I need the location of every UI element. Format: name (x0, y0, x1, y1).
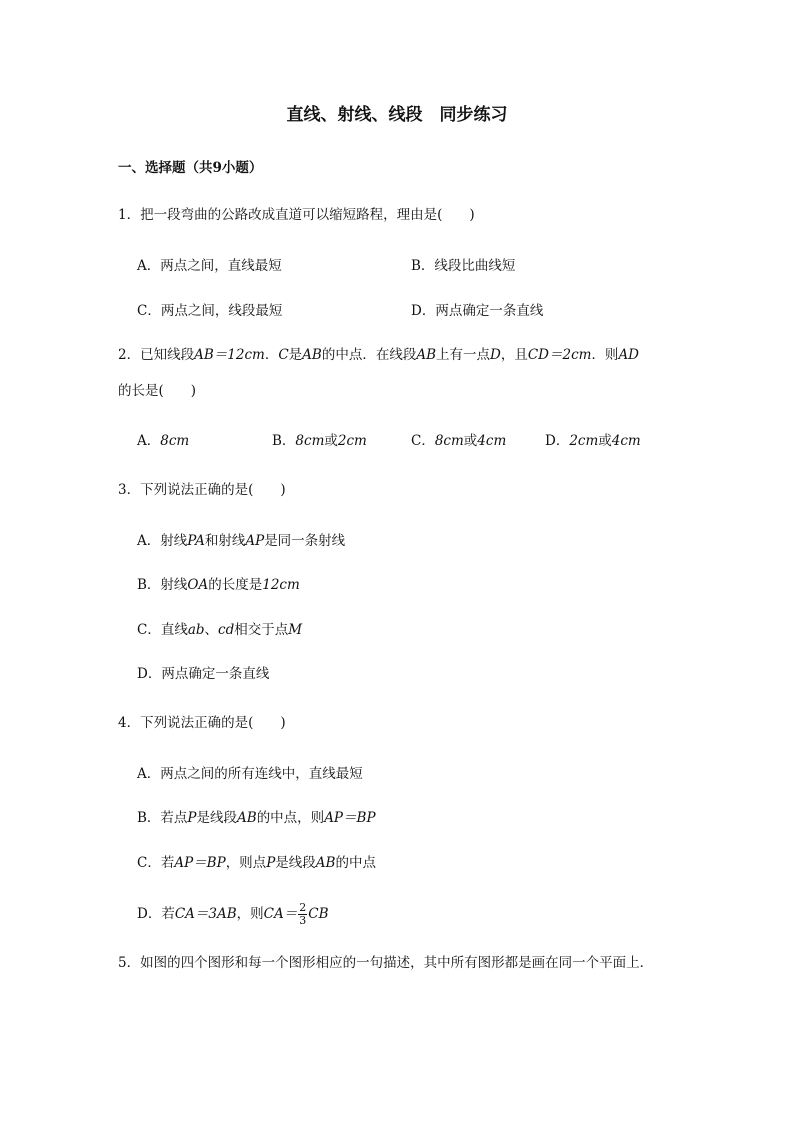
option-value: 2cm (337, 433, 367, 449)
option-text: ，则点 (225, 855, 267, 871)
option-or: 或 (463, 433, 478, 449)
question-1-option-c: C．两点之间，线段最短 (137, 303, 283, 319)
question-2-option-c (411, 432, 506, 450)
option-text: D．若 (137, 906, 175, 922)
question-3-option-d: D．两点确定一条直线 (137, 666, 270, 682)
option-value: 4cm (611, 433, 641, 449)
question-4-stem: 4．下列说法正确的是( ) (118, 715, 286, 731)
option-label: D． (545, 433, 570, 449)
q2-text: 是 (288, 347, 303, 363)
option-text: B．射线 (137, 577, 188, 593)
option-text: 是同一条射线 (264, 533, 346, 549)
option-text: ，则 (236, 906, 264, 922)
q2-math-ad: AD (618, 347, 640, 363)
question-2-option-a (137, 432, 189, 450)
math-p: P (187, 810, 197, 826)
question-2-option-b (272, 432, 367, 450)
math-m: M (288, 622, 303, 638)
question-3-option-c (137, 621, 302, 639)
option-value: 4cm (477, 433, 507, 449)
option-or: 或 (324, 433, 338, 449)
option-text: 和射线 (204, 533, 246, 549)
question-1-option-a: A．两点之间，直线最短 (137, 258, 282, 274)
math-equation: AP＝BP (324, 810, 376, 826)
option-label: C． (411, 433, 435, 449)
q2-text: ．则 (591, 347, 619, 363)
question-4-option-c (137, 854, 376, 872)
option-value: 8cm (434, 433, 464, 449)
q2-text: 的中点．在线段 (321, 347, 417, 363)
option-value: 8cm (160, 433, 190, 449)
q2-math-ab: AB (416, 347, 436, 363)
option-text: 是线段 (196, 810, 238, 826)
question-2-option-d (545, 432, 641, 450)
math-equation: AP＝BP (174, 855, 226, 871)
q2-math-cd-eq: CD＝2cm (527, 347, 592, 363)
option-text: C．若 (137, 855, 175, 871)
option-text: 的中点 (335, 855, 376, 871)
fraction-numerator: 2 (299, 901, 307, 914)
option-label: B． (272, 433, 296, 449)
question-4-option-a: A．两点之间的所有连线中，直线最短 (137, 766, 363, 782)
option-value: 8cm (295, 433, 325, 449)
math-p: P (266, 855, 276, 871)
math-pa: PA (187, 533, 205, 549)
fraction-denominator: 3 (299, 914, 307, 927)
math-cd: cd (218, 622, 235, 638)
page-title: 直线、射线、线段 同步练习 (286, 105, 508, 125)
option-text: 是线段 (275, 855, 316, 871)
q2-text: 上有一点 (436, 347, 490, 363)
math-ab: AB (315, 855, 336, 871)
question-4-option-d (137, 901, 329, 927)
option-label: A． (137, 433, 161, 449)
q2-text: 2．已知线段 (118, 347, 195, 363)
q2-text: ． (264, 347, 279, 363)
q2-math-c: C (278, 347, 289, 363)
option-text: 相交于点 (234, 622, 289, 638)
option-text: 的长度是 (208, 577, 263, 593)
question-2-stem-line1 (118, 346, 639, 364)
question-1-option-b: B．线段比曲线短 (411, 258, 516, 274)
question-3-option-a (137, 532, 345, 550)
option-text: 、 (204, 622, 219, 638)
math-equation: CA＝3AB (174, 906, 237, 922)
option-text: 的中点，则 (256, 810, 325, 826)
question-2-stem-line2: 的长是( ) (118, 383, 197, 399)
option-text: A．射线 (137, 533, 188, 549)
q2-math-d: D (490, 347, 501, 363)
q2-math-ab: AB (302, 347, 322, 363)
math-ab: ab (187, 622, 205, 638)
question-5-stem: 5．如图的四个图形和每一个图形相应的一句描述，其中所有图形都是画在同一个平面上． (118, 955, 654, 971)
section-heading: 一、选择题（共9小题） (118, 160, 263, 176)
math-ab: AB (237, 810, 257, 826)
math-length: 12cm (262, 577, 300, 593)
option-text: C．直线 (137, 622, 188, 638)
question-3-stem: 3．下列说法正确的是( ) (118, 482, 286, 498)
question-1-option-d: D．两点确定一条直线 (411, 303, 544, 319)
math-oa: OA (187, 577, 209, 593)
math-ap: AP (245, 533, 265, 549)
q2-text: ，且 (500, 347, 528, 363)
option-value: 2cm (569, 433, 599, 449)
fraction (298, 902, 307, 927)
math-rhs: CB (308, 906, 329, 922)
option-text: B．若点 (137, 810, 188, 826)
question-1-stem: 1．把一段弯曲的公路改成直道可以缩短路程，理由是( ) (118, 207, 475, 223)
q2-math-ab-eq: AB＝12cm (194, 347, 265, 363)
question-3-option-b (137, 576, 300, 594)
option-or: 或 (598, 433, 612, 449)
question-4-option-b (137, 809, 376, 827)
math-lhs: CA＝ (263, 906, 298, 922)
